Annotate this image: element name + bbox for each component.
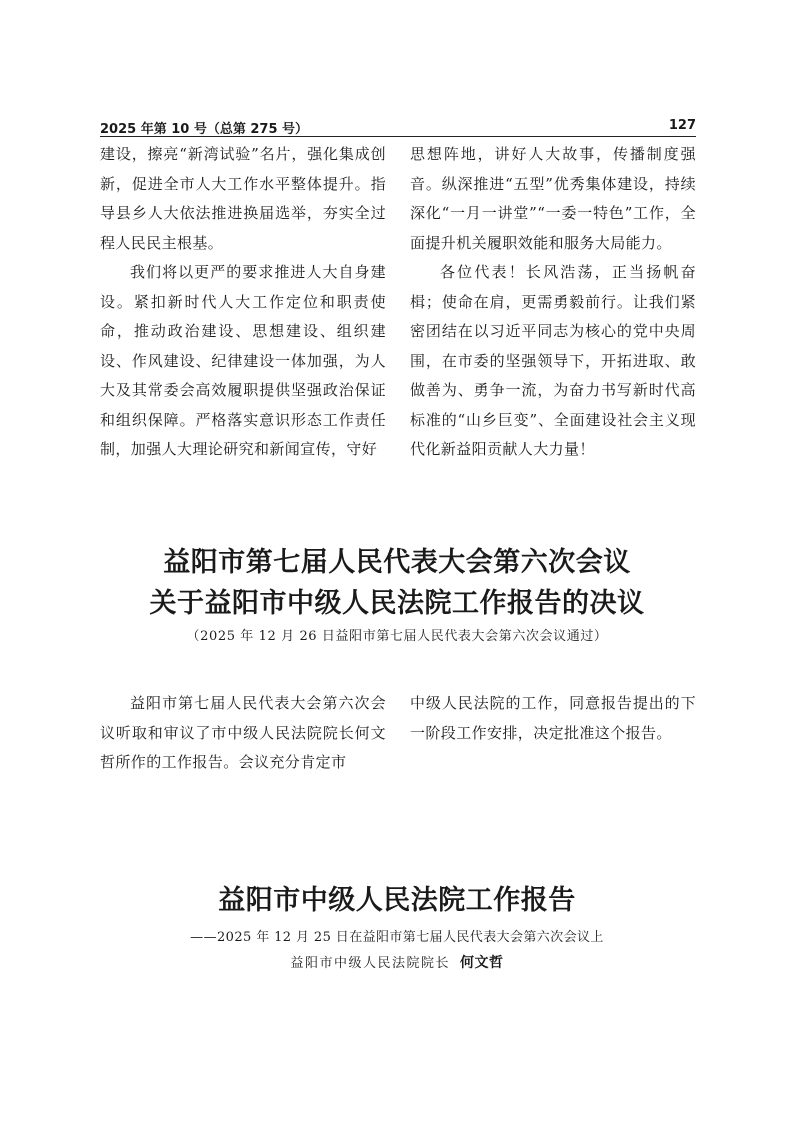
continued-text-left-column (100, 140, 386, 465)
resolution-subtitle: （2025 年 12 月 26 日益阳市第七届人民代表大会第六次会议通过） (186, 629, 608, 644)
report-subtitle: ——2025 年 12 月 25 日在益阳市第七届人民代表大会第六次会议上 (190, 930, 604, 945)
paragraph: 思想阵地，讲好人大故事，传播制度强音。纵深推进“五型”优秀集体建设，持续深化“一月一讲堂”“一委一特色”工作，全面提升机关履职效能和服务大局能力。 (410, 145, 696, 252)
paragraph: 建设，擦亮“新湾试验”名片，强化集成创新，促进全市人大工作水平整体提升。指导县乡人大依法推进换届选举，夯实全过程人民民主根基。 (100, 145, 386, 252)
author-role: 益阳市中级人民法院院长 (290, 956, 450, 971)
resolution-text-right-column (410, 689, 696, 748)
author-name: 何文哲 (460, 955, 504, 971)
paragraph: 益阳市第七届人民代表大会第六次会议听取和审议了市中级人民法院院长何文哲所作的工作报告。会议充分肯定市 (100, 694, 386, 771)
issue-label: 2025 年第 10 号（总第 275 号） (100, 122, 309, 137)
paragraph: 中级人民法院的工作，同意报告提出的下一阶段工作安排，决定批准这个报告。 (410, 694, 696, 742)
resolution-text-left-column (100, 689, 386, 778)
paragraph: 我们将以更严的要求推进人大自身建设。紧扣新时代人大工作定位和职责使命，推动政治建设、思想建设、组织建设、作风建设、纪律建设一体加强，为人大及其常委会高效履职提供坚强政治保证和组织保障。严格落实意识形态工作责任制，加强人大理论研究和新闻宣传，守好 (100, 263, 386, 458)
report-author-line (60, 952, 734, 972)
continued-text-right-column (410, 140, 696, 465)
resolution-title-line2: 关于益阳市中级人民法院工作报告的决议 (149, 588, 645, 619)
page-header (100, 118, 696, 137)
resolution-title-line1: 益阳市第七届人民代表大会第六次会议 (163, 547, 631, 578)
page-number: 127 (668, 118, 696, 133)
paragraph: 各位代表！长风浩荡，正当扬帆奋楫；使命在肩，更需勇毅前行。让我们紧密团结在以习近平同志为核心的党中央周围，在市委的坚强领导下，开拓进取、敢做善为、勇争一流，为奋力书写新时代高标准的“山乡巨变”、全面建设社会主义现代化新益阳贡献人大力量！ (410, 263, 696, 458)
report-title: 益阳市中级人民法院工作报告 (218, 885, 576, 916)
